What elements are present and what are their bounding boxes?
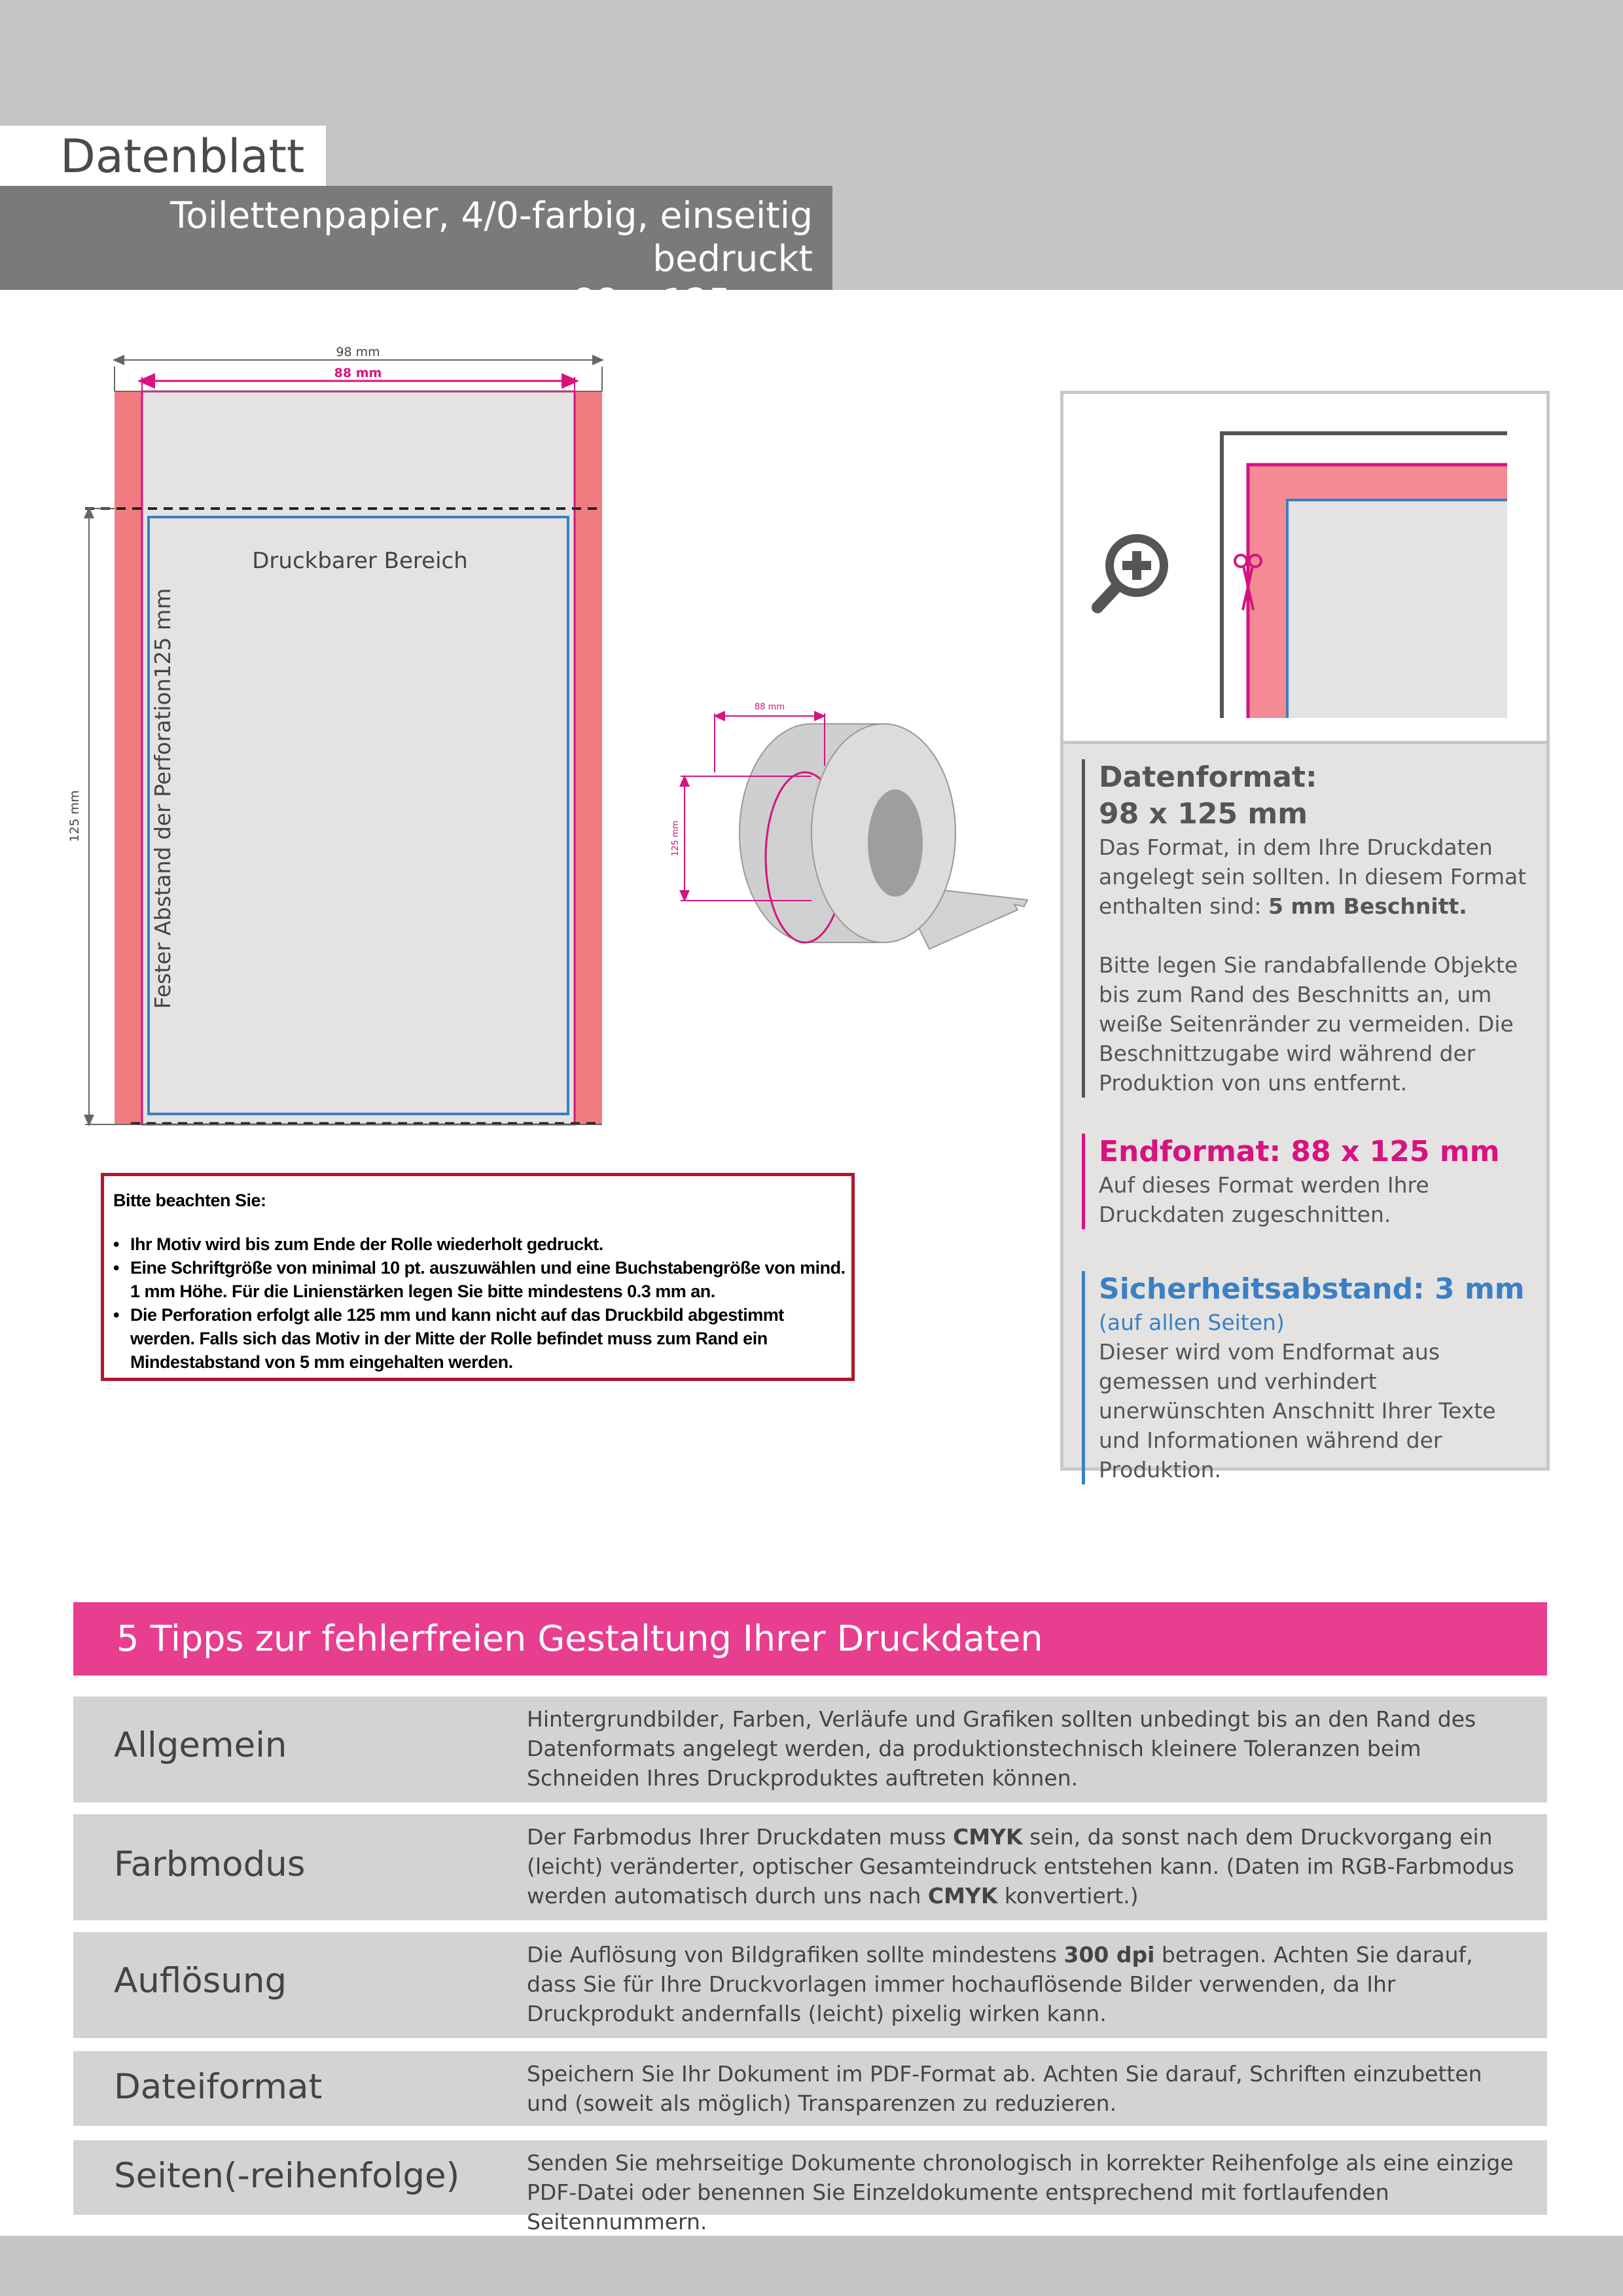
printable-area-label: Druckbarer Bereich: [252, 548, 468, 574]
tip-row-farbmodus: [73, 1814, 1547, 1920]
tip-label: Seiten(-reihenfolge): [114, 2156, 460, 2196]
subtitle-box: [0, 186, 832, 323]
page-title: Datenblatt: [60, 130, 305, 183]
sheet-diagram: [59, 340, 635, 1132]
zoom-detail-graphic: [1063, 394, 1546, 741]
tips-header: [73, 1602, 1547, 1676]
notice-list: [113, 1232, 846, 1374]
width-total-label: 98 mm: [336, 345, 380, 359]
tip-text: Hintergrundbilder, Farben, Verläufe und Grafiken sollten unbedingt bis an den Rand des Datenformats angelegt werden, da produktionstechnisch kleinere Toleranzen beim Schneiden Ihres Druckproduktes auftreten können.: [527, 1706, 1476, 1791]
datenformat-text2: Bitte legen Sie randabfallende Objekte bis zum Rand des Beschnitts an, um weiße Seitenränder zu vermeiden. Die Beschnittzugabe wird während der Produktion von uns entfernt.: [1099, 952, 1518, 1096]
perforation-label: Fester Abstand der Perforation125 mm: [150, 588, 175, 1009]
height-label: 125 mm: [67, 790, 82, 842]
roll-width-label: 88 mm: [754, 702, 785, 712]
subtitle-line2: 88 x 125 mm: [572, 281, 813, 323]
subtitle-line1: Toilettenpapier, 4/0-farbig, einseitig bedruckt: [170, 194, 813, 279]
tip-row-seiten: [73, 2140, 1547, 2234]
sicherheit-section: [1082, 1271, 1531, 1484]
roll-core: [868, 789, 923, 897]
width-final-label: 88 mm: [334, 366, 382, 380]
final-corner: [1287, 500, 1507, 718]
endformat-text: Auf dieses Format werden Ihre Druckdaten zugeschnitten.: [1099, 1172, 1429, 1227]
zoom-detail: [1063, 394, 1546, 744]
tips-title: 5 Tipps zur fehlerfreien Gestaltung Ihrer Druckdaten: [116, 1618, 1043, 1659]
notice-item: • Ihr Motiv wird bis zum Ende der Rolle wiederholt gedruckt.: [113, 1232, 846, 1256]
subtitle: [0, 194, 813, 323]
datenformat-text: Das Format, in dem Ihre Druckdaten angelegt sein sollten. In diesem Format enthalten sind: 5 mm Beschnitt.: [1099, 834, 1527, 919]
tip-row-allgemein: [73, 1696, 1547, 1803]
tip-text: Senden Sie mehrseitige Dokumente chronologisch in korrekter Reihenfolge als eine einzige PDF-Datei oder benennen Sie Einzeldokumente entsprechend mit fortlaufenden Seitennummern.: [527, 2150, 1514, 2234]
zoom-in-icon: [1097, 534, 1168, 607]
datenformat-size: 98 x 125 mm: [1099, 797, 1308, 831]
notice-box: [101, 1173, 855, 1381]
tip-text: Der Farbmodus Ihrer Druckdaten muss CMYK sein, da sonst nach dem Druckvorgang ein (leicht) veränderter, optischer Gesamteindruck entstehen kann. (Daten im RGB-Farbmodus werden automatisch durch uns nach CMYK konvertiert.): [527, 1824, 1514, 1909]
endformat-section: [1082, 1134, 1531, 1229]
tip-text: Die Auflösung von Bildgrafiken sollte mindestens 300 dpi betragen. Achten Sie darauf, dass Sie für Ihre Druckvorlagen immer hochauflösende Bilder verwenden, da Ihr Druckprodukt andernfalls (leicht) pixelig wirken kann.: [527, 1942, 1473, 2026]
notice-title: Bitte beachten Sie:: [113, 1191, 266, 1210]
footer-band: [0, 2236, 1623, 2296]
tip-label: Farbmodus: [114, 1844, 306, 1884]
roll-illustration: [661, 694, 1034, 975]
tip-row-aufloesung: [73, 1932, 1547, 2038]
sicherheit-text: Dieser wird vom Endformat aus gemessen und verhindert unerwünschten Anschnitt Ihrer Texte und Informationen während der Produktion.: [1099, 1339, 1496, 1482]
notice-item: • Eine Schriftgröße von minimal 10 pt. auszuwählen und eine Buchstabengröße von mind. 1 mm Höhe. Für die Linienstärken legen Sie bitte mindestens 0.3 mm an.: [113, 1256, 846, 1303]
tip-label: Auflösung: [114, 1961, 287, 2001]
tip-label: Dateiformat: [114, 2067, 323, 2107]
sicherheit-sub: (auf allen Seiten): [1099, 1310, 1285, 1335]
datenformat-title: Datenformat:: [1099, 761, 1317, 794]
tip-row-dateiformat: [73, 2051, 1547, 2126]
final-format-area: [142, 391, 575, 1124]
notice-item: • Die Perforation erfolgt alle 125 mm und kann nicht auf das Druckbild abgestimmt werden. Falls sich das Motiv in der Mitte der Rolle befindet muss zum Rand ein Mindestabstand von 5 mm eingehalten werden.: [113, 1303, 846, 1374]
sicherheit-title: Sicherheitsabstand: 3 mm: [1099, 1272, 1525, 1306]
tip-label: Allgemein: [114, 1725, 287, 1765]
datenformat-section: [1082, 759, 1531, 1098]
roll-height-label: 125 mm: [671, 820, 681, 857]
info-panel: [1060, 391, 1550, 1482]
tip-text: Speichern Sie Ihr Dokument im PDF-Format ab. Achten Sie darauf, Schriften einzubetten und (soweit als möglich) Transparenzen zu reduzieren.: [527, 2061, 1482, 2116]
endformat-title: Endformat: 88 x 125 mm: [1099, 1135, 1500, 1168]
